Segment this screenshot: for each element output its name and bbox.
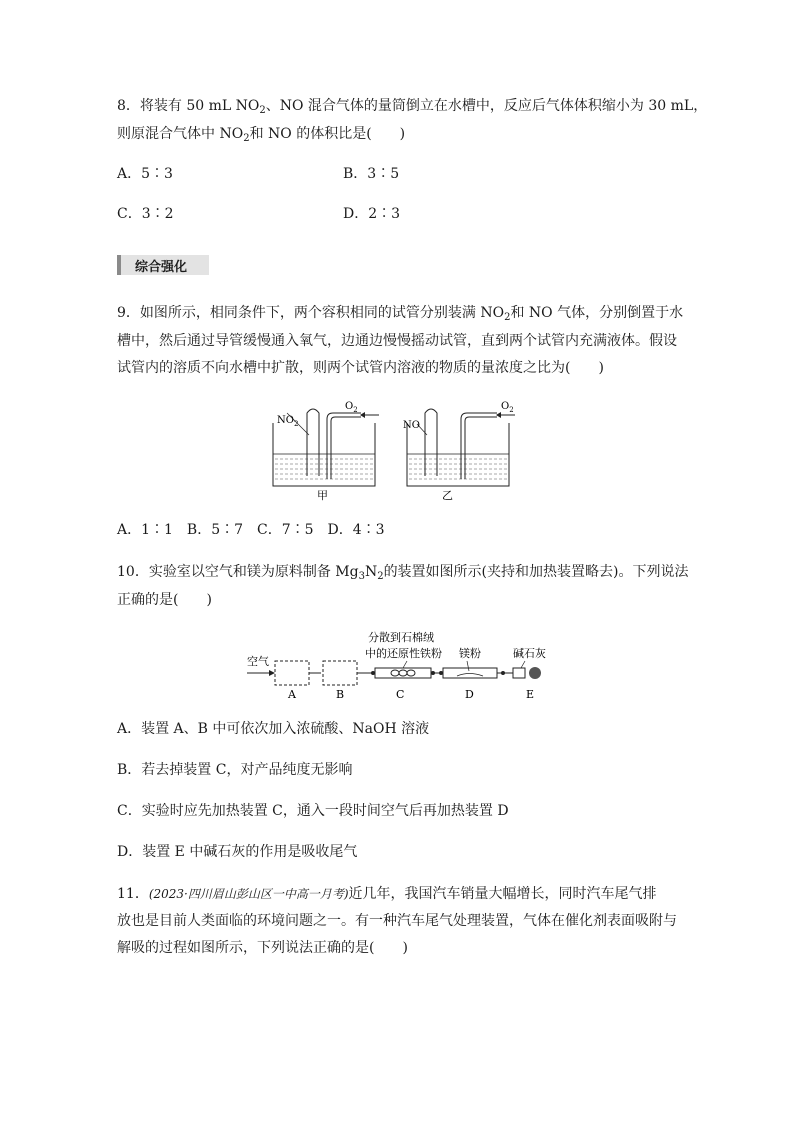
- section-tag: [117, 255, 209, 275]
- q10-option-a: A．装置 A、B 中可依次加入浓硫酸、NaOH 溶液: [117, 721, 430, 737]
- q10-option-b: B．若去掉装置 C，对产品纯度无影响: [117, 762, 353, 778]
- svg-text:C: C: [396, 688, 405, 701]
- q8-line-2: 则原混合气体中 $NO_2$和 NO 的体积比是( ): [117, 126, 406, 144]
- svg-text:中的还原性铁粉: 中的还原性铁粉: [365, 647, 442, 660]
- svg-text:分散到石棉绒: 分散到石棉绒: [368, 631, 434, 644]
- q11-line-3: 解吸的过程如图所示，下列说法正确的是( ): [117, 940, 408, 956]
- svg-text:镁粉: 镁粉: [459, 647, 481, 660]
- svg-text:乙: 乙: [442, 489, 453, 502]
- q8-option-a: A．5∶3: [117, 166, 173, 182]
- q9-line-1: 9．如图所示，相同条件下，两个容积相同的试管分别装满 $NO_2$和 NO 气体，分别倒置于水: [117, 305, 684, 323]
- q9-line-2: 槽中，然后通过导管缓慢通入氧气，边通边慢慢摇动试管，直到两个试管内充满液体。假设: [117, 333, 677, 349]
- svg-text:A: A: [288, 688, 296, 701]
- q11-source: (2023·四川眉山彭山区一中高一月考): [148, 887, 349, 901]
- svg-text:D: D: [465, 688, 474, 701]
- svg-text:NO: NO: [403, 420, 420, 431]
- svg-text:E: E: [526, 688, 535, 701]
- q8-option-c: C．3∶2: [117, 206, 174, 222]
- q8-line-1: 8．将装有 50 mL $NO_2$、NO 混合气体的量筒倒立在水槽中，反应后气体体积缩小为 30 mL，: [117, 98, 708, 116]
- q8-option-d: D．2∶3: [343, 206, 401, 222]
- svg-text:甲: 甲: [317, 489, 328, 502]
- svg-text:O2: $O_2$: [345, 401, 358, 414]
- svg-text:B: B: [336, 688, 345, 701]
- svg-text:空气: 空气: [247, 655, 269, 668]
- q10-option-d: D．装置 E 中碱石灰的作用是吸收尾气: [117, 844, 358, 860]
- svg-text:O2: $O_2$: [501, 401, 514, 414]
- q11-line-2: 放也是目前人类面临的环境问题之一。有一种汽车尾气处理装置，气体在催化剂表面吸附与: [117, 913, 677, 929]
- q10-figure: [245, 627, 555, 703]
- section-label: 综合强化: [135, 260, 188, 275]
- q8-option-b: B．3∶5: [343, 166, 400, 182]
- q10-line-2: 正确的是( ): [117, 592, 212, 608]
- q9-options: A．1∶1 B．5∶7 C．7∶5 D．4∶3: [117, 522, 385, 538]
- svg-text:碱石灰: 碱石灰: [513, 647, 546, 660]
- q10-line-1: 10．实验室以空气和镁为原料制备 $Mg_3N_2$的装置如图所示(夹持和加热装置略去)。下列说法: [117, 564, 689, 582]
- q9-figure: [265, 393, 530, 503]
- q10-option-c: C．实验时应先加热装置 C，通入一段时间空气后再加热装置 D: [117, 803, 509, 819]
- q11-line-1: 11．(2023·四川眉山彭山区一中高一月考)近几年，我国汽车销量大幅增长，同时汽车尾气排: [117, 886, 657, 902]
- svg-text:NO2: $NO_2$: [277, 415, 299, 428]
- q9-line-3: 试管内的溶质不向水槽中扩散，则两个试管内溶液的物质的量浓度之比为( ): [117, 360, 604, 376]
